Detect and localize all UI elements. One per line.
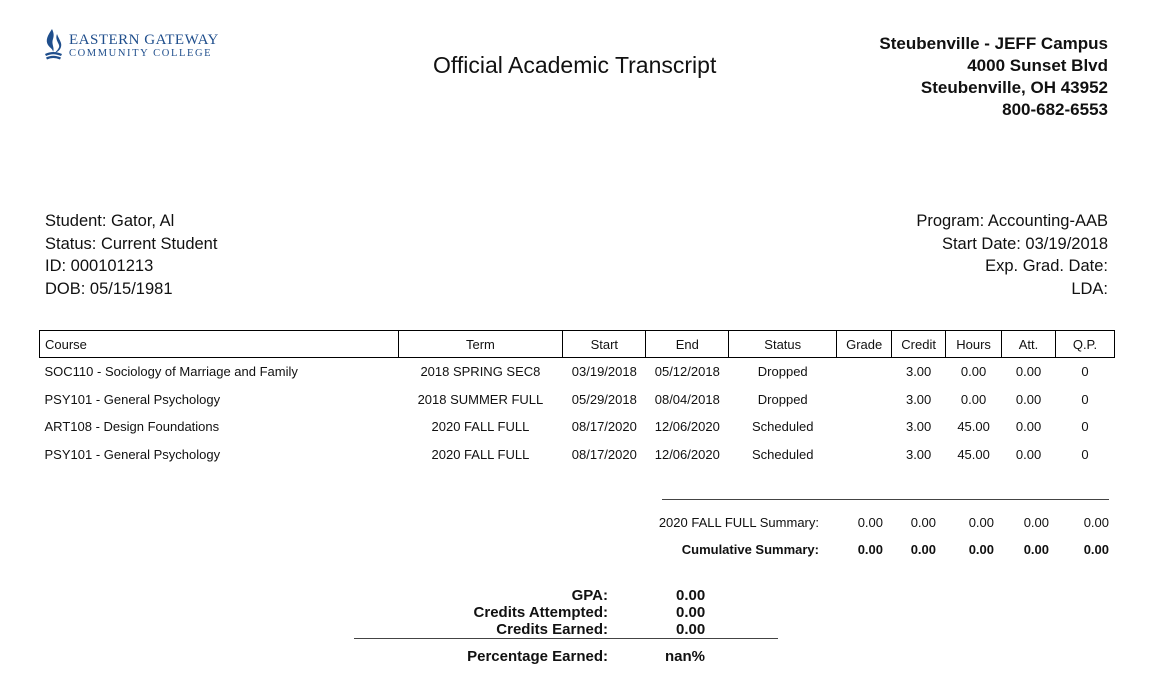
cumulative-summary-credit: 0.00	[857, 542, 883, 557]
program-start-date: Start Date: 03/19/2018	[941, 234, 1108, 253]
cell-hours: 45.00	[957, 419, 990, 435]
column-header-course: Course	[40, 331, 399, 358]
cell-att: 0.00	[1015, 419, 1042, 435]
cumulative-summary-att: 0.00	[968, 542, 994, 557]
cell-term: 2020 FALL FULL	[431, 419, 530, 435]
table-header-row	[40, 331, 1115, 358]
cell-grade	[837, 441, 892, 469]
term-summary-qp: 0.00	[1083, 515, 1109, 530]
column-header-status: Status	[729, 331, 837, 358]
cell-course: SOC110 - Sociology of Marriage and Family	[44, 364, 298, 380]
cell-start: 08/17/2020	[571, 419, 637, 435]
program-info	[916, 210, 1108, 300]
cell-credit: 3.00	[905, 446, 932, 462]
cell-grade	[837, 413, 892, 441]
column-header-grade: Grade	[837, 331, 892, 358]
cell-term: 2018 SUMMER FULL	[417, 391, 544, 407]
program-name: Program: Accounting-AAB	[916, 212, 1108, 230]
term-summary-earned: 0.00	[1023, 515, 1049, 530]
cell-end: 12/06/2020	[654, 446, 720, 462]
cell-end: 08/04/2018	[654, 391, 720, 407]
column-header-credit: Credit	[892, 331, 946, 358]
cell-term: 2018 SPRING SEC8	[420, 364, 541, 380]
cell-status: Dropped	[757, 391, 808, 407]
course-table	[39, 330, 1115, 468]
campus-phone: 800-682-6553	[1002, 100, 1108, 119]
cell-att: 0.00	[1015, 364, 1042, 380]
cell-term: 2020 FALL FULL	[431, 446, 530, 462]
gpa-label: GPA:	[571, 587, 608, 604]
credits-attempted-value: 0.00	[676, 604, 706, 621]
percentage-earned-label: Percentage Earned:	[467, 648, 608, 665]
cell-end: 05/12/2018	[654, 364, 720, 380]
cell-credit: 3.00	[905, 364, 932, 380]
term-summary-credit: 0.00	[857, 515, 883, 530]
cell-course: PSY101 - General Psychology	[44, 446, 221, 462]
student-dob: DOB: 05/15/1981	[45, 279, 173, 298]
cell-start: 05/29/2018	[571, 391, 637, 407]
cell-start: 08/17/2020	[571, 446, 637, 462]
logo-line-2: COMMUNITY COLLEGE	[69, 48, 213, 59]
document-title: Official Academic Transcript	[433, 52, 717, 78]
table-row	[40, 413, 1115, 441]
cell-credit: 3.00	[905, 419, 932, 435]
cell-grade	[837, 358, 892, 386]
credits-attempted-label: Credits Attempted:	[473, 604, 608, 621]
cell-qp: 0	[1081, 391, 1089, 407]
cell-status: Scheduled	[751, 446, 814, 462]
column-header-end: End	[646, 331, 729, 358]
campus-name: Steubenville - JEFF Campus	[879, 34, 1108, 53]
gpa-value: 0.00	[676, 587, 706, 604]
column-header-hours: Hours	[946, 331, 1002, 358]
cell-hours: 0.00	[960, 364, 987, 380]
table-row	[40, 386, 1115, 414]
cell-hours: 45.00	[957, 446, 990, 462]
percentage-earned-value: nan%	[665, 648, 706, 665]
cumulative-summary-label: Cumulative Summary:	[681, 542, 819, 557]
cell-course: PSY101 - General Psychology	[44, 391, 221, 407]
table-row	[40, 441, 1115, 469]
student-name: Student: Gator, Al	[45, 212, 175, 230]
table-row	[40, 358, 1115, 386]
cell-start: 03/19/2018	[571, 364, 637, 380]
credits-earned-value: 0.00	[676, 621, 706, 638]
cell-att: 0.00	[1015, 446, 1042, 462]
program-exp-grad-date: Exp. Grad. Date:	[985, 257, 1108, 275]
cell-end: 12/06/2020	[654, 419, 720, 435]
cell-status: Scheduled	[751, 419, 814, 435]
student-id: ID: 000101213	[45, 257, 154, 275]
column-header-att: Att.	[1002, 331, 1056, 358]
cell-status: Dropped	[757, 364, 808, 380]
credits-earned-label: Credits Earned:	[496, 621, 608, 638]
campus-city: Steubenville, OH 43952	[920, 78, 1108, 97]
term-summary-label: 2020 FALL FULL Summary:	[658, 515, 819, 530]
cell-qp: 0	[1081, 446, 1089, 462]
gpa-divider	[354, 638, 778, 639]
column-header-term: Term	[398, 331, 563, 358]
cumulative-summary-hours: 0.00	[910, 542, 936, 557]
gpa-values	[676, 587, 705, 638]
student-status: Status: Current Student	[45, 234, 218, 253]
cumulative-summary-qp: 0.00	[1083, 542, 1109, 557]
gpa-labels	[400, 587, 608, 638]
cumulative-summary-row	[0, 542, 1160, 562]
term-summary-hours: 0.00	[910, 515, 936, 530]
column-header-start: Start	[563, 331, 646, 358]
cumulative-summary-earned: 0.00	[1023, 542, 1049, 557]
cell-hours: 0.00	[960, 391, 987, 407]
campus-address	[879, 33, 1108, 121]
term-summary-row	[0, 515, 1160, 535]
cell-qp: 0	[1081, 364, 1089, 380]
college-logo	[42, 28, 219, 62]
cell-att: 0.00	[1015, 391, 1042, 407]
program-lda: LDA:	[1071, 279, 1108, 298]
cell-course: ART108 - Design Foundations	[44, 419, 220, 435]
cell-grade	[837, 386, 892, 414]
campus-street: 4000 Sunset Blvd	[967, 56, 1108, 75]
student-info	[45, 210, 217, 300]
column-header-qp: Q.P.	[1056, 331, 1115, 358]
logo-line-1: EASTERN GATEWAY	[69, 32, 219, 48]
cell-qp: 0	[1081, 419, 1089, 435]
cell-credit: 3.00	[905, 391, 932, 407]
flame-icon	[42, 28, 64, 62]
summary-divider	[662, 499, 1109, 500]
term-summary-att: 0.00	[968, 515, 994, 530]
